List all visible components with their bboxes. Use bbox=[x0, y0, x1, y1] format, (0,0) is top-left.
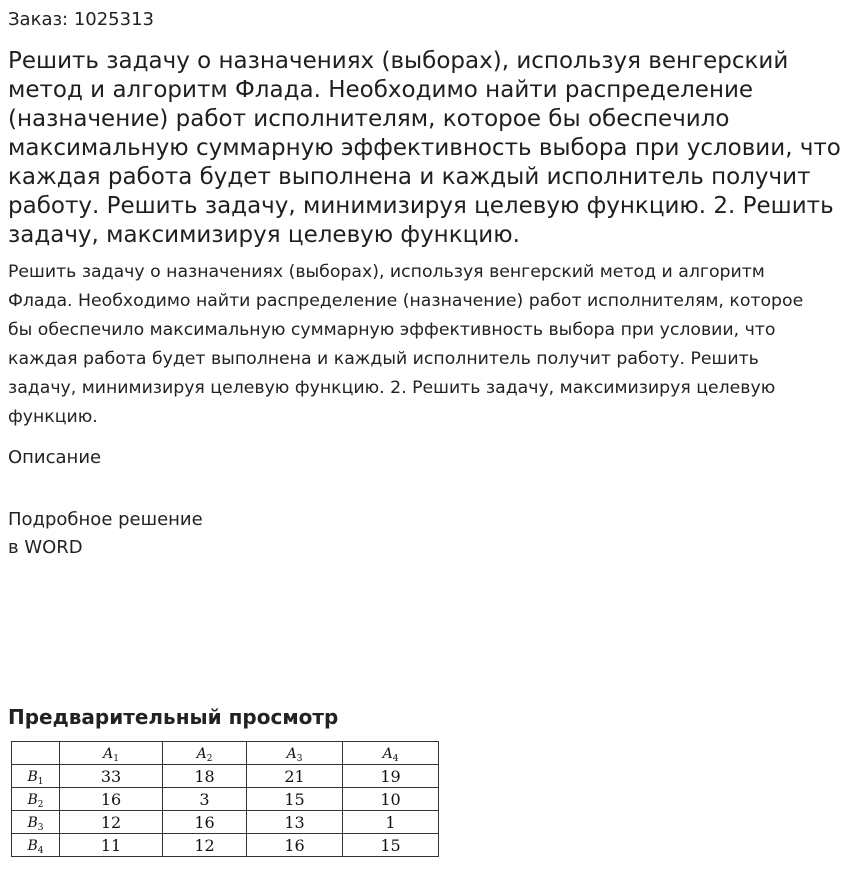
column-header-a1: $A_1$ bbox=[60, 742, 163, 765]
description-label: Описание bbox=[8, 447, 102, 468]
row-header-b4: $B_4$ bbox=[12, 834, 60, 857]
table-corner-cell bbox=[12, 742, 60, 765]
table-cell: 15 bbox=[343, 834, 439, 857]
table-row bbox=[12, 765, 439, 788]
table-cell: 16 bbox=[163, 811, 247, 834]
table-cell: 10 bbox=[343, 788, 439, 811]
table-cell: 16 bbox=[60, 788, 163, 811]
table-cell: 12 bbox=[163, 834, 247, 857]
table-row bbox=[12, 834, 439, 857]
table-cell: 15 bbox=[247, 788, 343, 811]
table-row bbox=[12, 811, 439, 834]
preview-matrix-table bbox=[11, 741, 439, 857]
task-description: Решить задачу о назначениях (выборах), используя венгерский метод и алгоритм Флада. Необходимо найти распределение (назначение) работ исполнителям, которое бы обеспечило максимальную суммарную эффективность выбора при условии, что каждая работа будет выполнена и каждый исполнитель получит работу. Решить задачу, минимизируя целевую функцию. 2. Решить задачу, максимизируя целевую функцию. bbox=[8, 262, 804, 427]
table-cell: 12 bbox=[60, 811, 163, 834]
description-line-2: в WORD bbox=[8, 537, 83, 558]
table-cell: 16 bbox=[247, 834, 343, 857]
column-header-a4: $A_4$ bbox=[343, 742, 439, 765]
table-cell: 3 bbox=[163, 788, 247, 811]
table-cell: 13 bbox=[247, 811, 343, 834]
table-cell: 18 bbox=[163, 765, 247, 788]
page-title: Решить задачу о назначениях (выборах), используя венгерский метод и алгоритм Флада. Необходимо найти распределение (назначение) работ исполнителям, которое бы обеспечило максимальную суммарную эффективность выбора при условии, что каждая работа будет выполнена и каждый исполнитель получит работу. Решить задачу, минимизируя целевую функцию. 2. Решить задачу, максимизируя целевую функцию. bbox=[8, 48, 841, 248]
table-cell: 21 bbox=[247, 765, 343, 788]
row-header-b3: $B_3$ bbox=[12, 811, 60, 834]
column-header-a3: $A_3$ bbox=[247, 742, 343, 765]
column-header-a2: $A_2$ bbox=[163, 742, 247, 765]
row-header-b2: $B_2$ bbox=[12, 788, 60, 811]
table-cell: 11 bbox=[60, 834, 163, 857]
preview-title: Предварительный просмотр bbox=[8, 705, 339, 729]
row-header-b1: $B_1$ bbox=[12, 765, 60, 788]
table-cell: 33 bbox=[60, 765, 163, 788]
order-number: Заказ: 1025313 bbox=[8, 9, 154, 30]
table-header-row bbox=[12, 742, 439, 765]
table-cell: 19 bbox=[343, 765, 439, 788]
table-cell: 1 bbox=[343, 811, 439, 834]
description-line-1: Подробное решение bbox=[8, 509, 203, 530]
table-row bbox=[12, 788, 439, 811]
